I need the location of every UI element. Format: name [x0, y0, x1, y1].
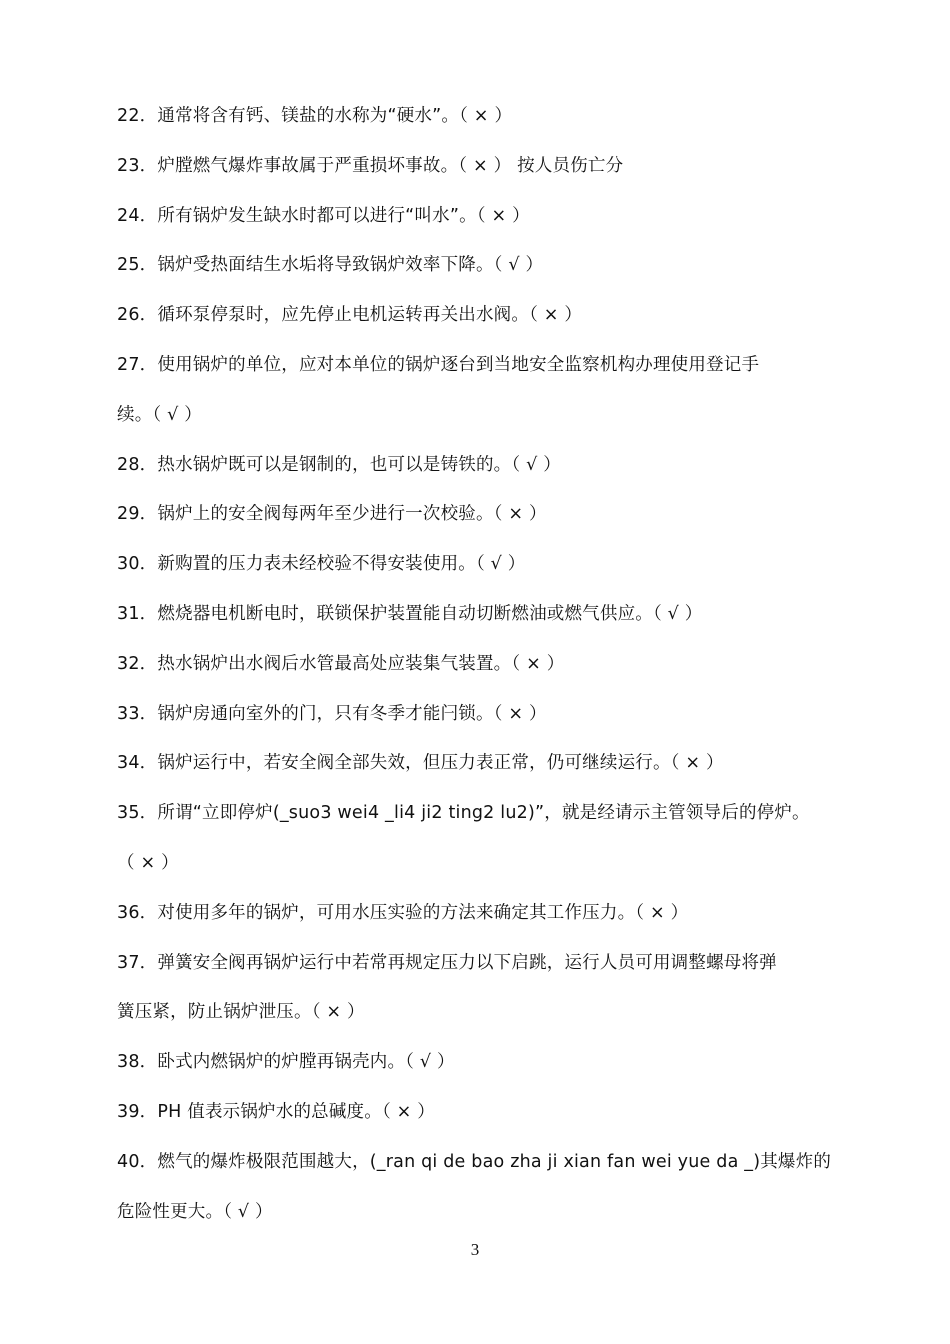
question-33: 33．锅炉房通向室外的门，只有冬季才能闩锁。（ × ）	[117, 703, 547, 724]
question-39: 39．PH 值表示锅炉水的总碱度。（ × ）	[117, 1101, 435, 1122]
question-35-continued: （ × ）	[117, 852, 179, 873]
question-36: 36．对使用多年的锅炉，可用水压实验的方法来确定其工作压力。（ × ）	[117, 902, 689, 923]
question-37-continued: 簧压紧，防止锅炉泄压。（ × ）	[117, 1002, 365, 1023]
question-40: 40．燃气的爆炸极限范围越大，(_ran qi de bao zha ji xian fan wei yue da _)其爆炸的	[117, 1151, 832, 1172]
question-23: 23．炉膛燃气爆炸事故属于严重损坏事故。（ × ） 按人员伤亡分	[117, 155, 624, 176]
question-35: 35．所谓“立即停炉(_suo3 wei4 _li4 ji2 ting2 lu2)”，就是经请示主管领导后的停炉。	[117, 803, 810, 824]
question-31: 31．燃烧器电机断电时，联锁保护装置能自动切断燃油或燃气供应。（ √ ）	[117, 603, 703, 624]
question-40-continued: 危险性更大。（ √ ）	[117, 1201, 273, 1222]
question-list	[117, 98, 837, 1243]
question-38: 38．卧式内燃锅炉的炉膛再锅壳内。（ √ ）	[117, 1052, 455, 1073]
question-24: 24．所有锅炉发生缺水时都可以进行“叫水”。（ × ）	[117, 205, 530, 226]
page-number: 3	[470, 1240, 480, 1259]
question-27: 27．使用锅炉的单位，应对本单位的锅炉逐台到当地安全监察机构办理使用登记手	[117, 354, 760, 375]
question-34: 34．锅炉运行中，若安全阀全部失效，但压力表正常，仍可继续运行。（ × ）	[117, 753, 724, 774]
question-28: 28．热水锅炉既可以是钢制的，也可以是铸铁的。（ √ ）	[117, 454, 561, 475]
question-32: 32．热水锅炉出水阀后水管最高处应装集气装置。（ × ）	[117, 653, 565, 674]
question-30: 30．新购置的压力表未经校验不得安装使用。（ √ ）	[117, 554, 526, 575]
question-37: 37．弹簧安全阀再锅炉运行中若常再规定压力以下启跳，运行人员可用调整螺母将弹	[117, 952, 777, 973]
question-25: 25．锅炉受热面结生水垢将导致锅炉效率下降。（ √ ）	[117, 255, 544, 276]
question-29: 29．锅炉上的安全阀每两年至少进行一次校验。（ × ）	[117, 504, 547, 525]
question-26: 26．循环泵停泵时，应先停止电机运转再关出水阀。（ × ）	[117, 305, 583, 326]
question-27-continued: 续。（ √ ）	[117, 404, 202, 425]
question-22: 22．通常将含有钙、镁盐的水称为“硬水”。（ × ）	[117, 106, 513, 126]
